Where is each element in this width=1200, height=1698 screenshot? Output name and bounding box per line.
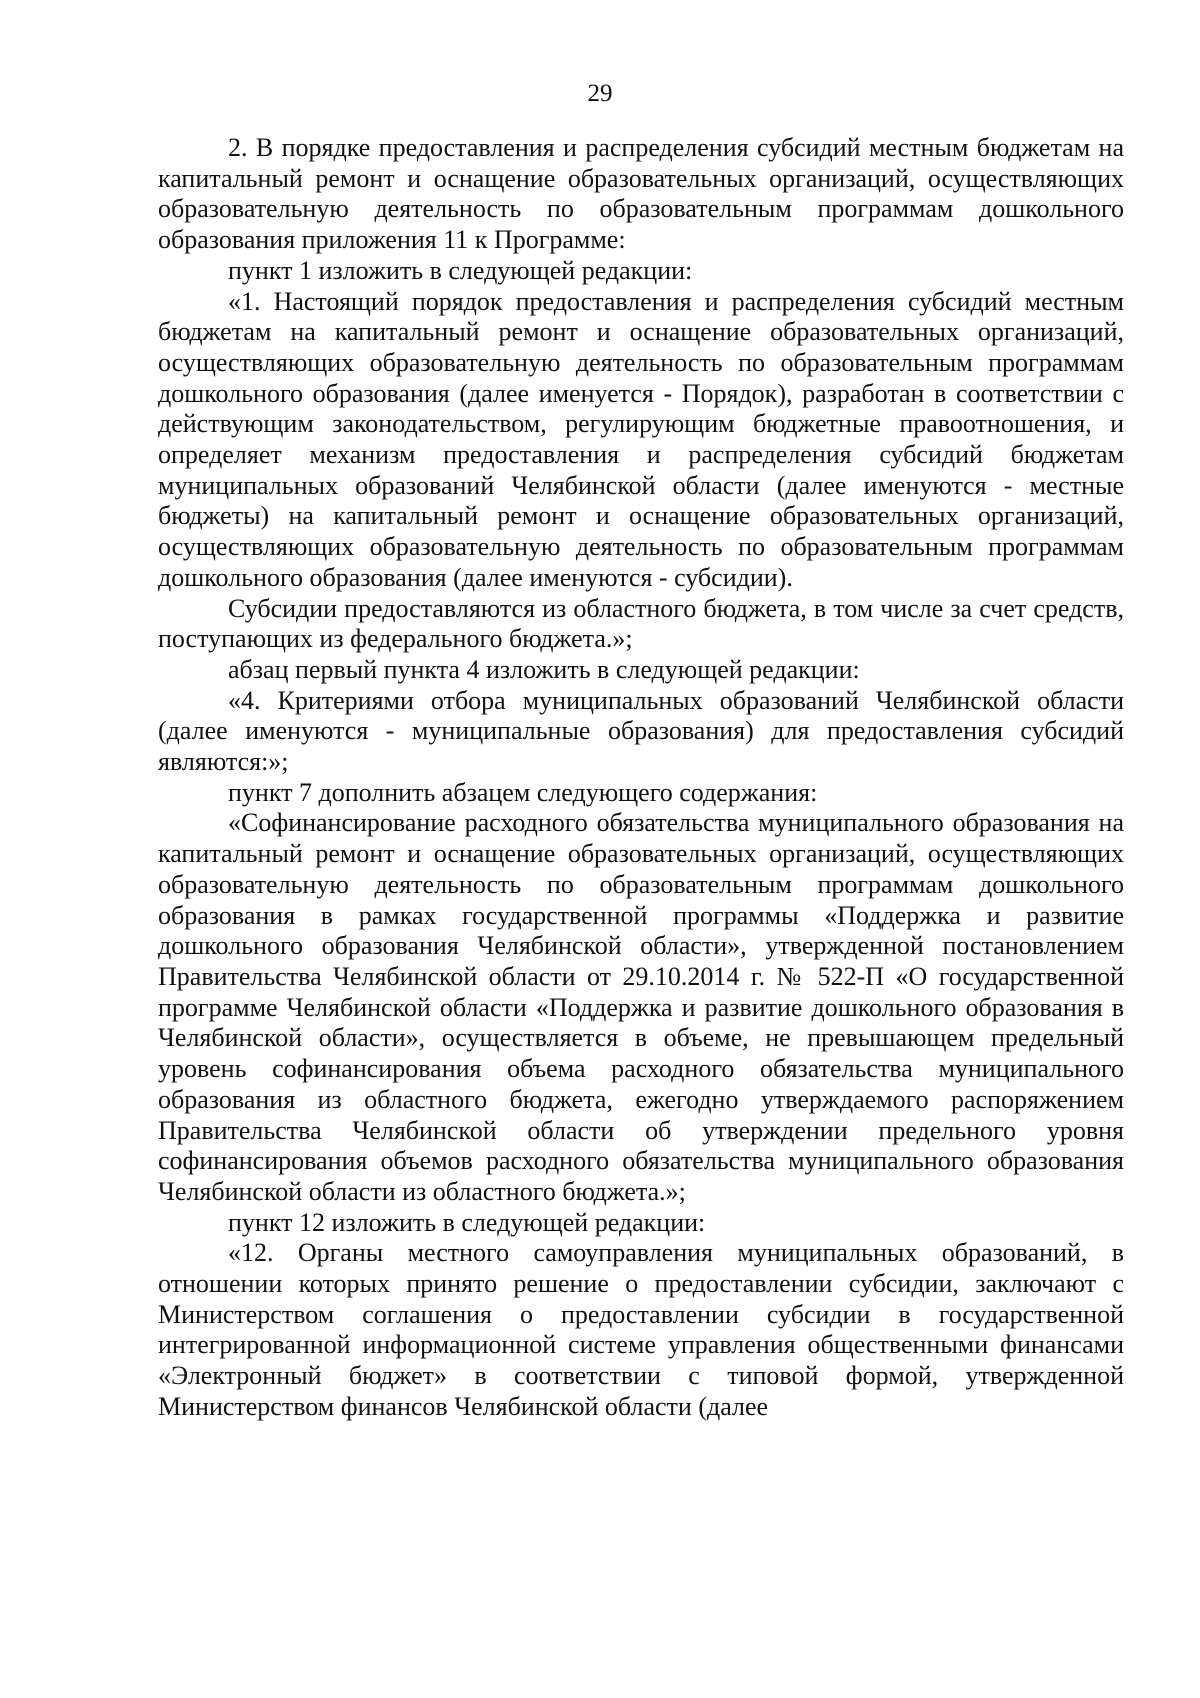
paragraph-item-4-instruction: абзац первый пункта 4 изложить в следующей редакции: bbox=[228, 654, 860, 684]
paragraph-subsidies-source: Субсидии предоставляются из областного бюджета, в том числе за счет средств, поступающих из федерального бюджета.»; bbox=[158, 593, 1124, 654]
document-body bbox=[158, 133, 1124, 1423]
paragraph-item-12-instruction: пункт 12 изложить в следующей редакции: bbox=[228, 1207, 706, 1237]
paragraph-item-4-text: «4. Критериями отбора муниципальных образований Челябинской области (далее именуются - муниципальные образования) для предоставления субсидий являются:»; bbox=[158, 685, 1124, 777]
paragraph-item-7-text: «Софинансирование расходного обязательства муниципального образования на капитальный ремонт и оснащение образовательных организаций, осуществляющих образовательную деятельность по образовательным программам дошкольного образования в рамках государственной программы «Поддержка и развитие дошкольного образования Челябинской области», утвержденной постановлением Правительства Челябинской области от 29.10.2014 г. № 522-П «О государственной программе Челябинской области «Поддержка и развитие дошкольного образования в Челябинской области», осуществляется в объеме, не превышающем предельный уровень софинансирования объема расходного обязательства муниципального образования из областного бюджета, ежегодно утверждаемого распоряжением Правительства Челябинской области об утверждении предельного уровня софинансирования объемов расходного обязательства муниципального образования Челябинской области из областного бюджета.»; bbox=[158, 808, 1124, 1206]
paragraph-section-2-intro: 2. В порядке предоставления и распределения субсидий местным бюджетам на капитальный ремонт и оснащение образовательных организаций, осуществляющих образовательную деятельность по образовательным программам дошкольного образования приложения 11 к Программе: bbox=[158, 133, 1124, 255]
page-number: 29 bbox=[587, 80, 613, 107]
paragraph-item-1-instruction: пункт 1 изложить в следующей редакции: bbox=[228, 255, 693, 285]
paragraph-item-12-text: «12. Органы местного самоуправления муниципальных образований, в отношении которых принято решение о предоставлении субсидии, заключают с Министерством соглашения о предоставлении субсидии в государственной интегрированной информационной системе управления общественными финансами «Электронный бюджет» в соответствии с типовой формой, утвержденной Министерством финансов Челябинской области (далее bbox=[158, 1238, 1124, 1421]
paragraph-item-1-text: «1. Настоящий порядок предоставления и распределения субсидий местным бюджетам на капитальный ремонт и оснащение образовательных организаций, осуществляющих образовательную деятельность по образовательным программам дошкольного образования (далее именуется - Порядок), разработан в соответствии с действующим законодательством, регулирующим бюджетные правоотношения, и определяет механизм предоставления и распределения субсидий бюджетам муниципальных образований Челябинской области (далее именуются - местные бюджеты) на капитальный ремонт и оснащение образовательных организаций, осуществляющих образовательную деятельность по образовательным программам дошкольного образования (далее именуются - субсидии). bbox=[158, 286, 1124, 592]
paragraph-item-7-instruction: пункт 7 дополнить абзацем следующего содержания: bbox=[228, 777, 818, 807]
